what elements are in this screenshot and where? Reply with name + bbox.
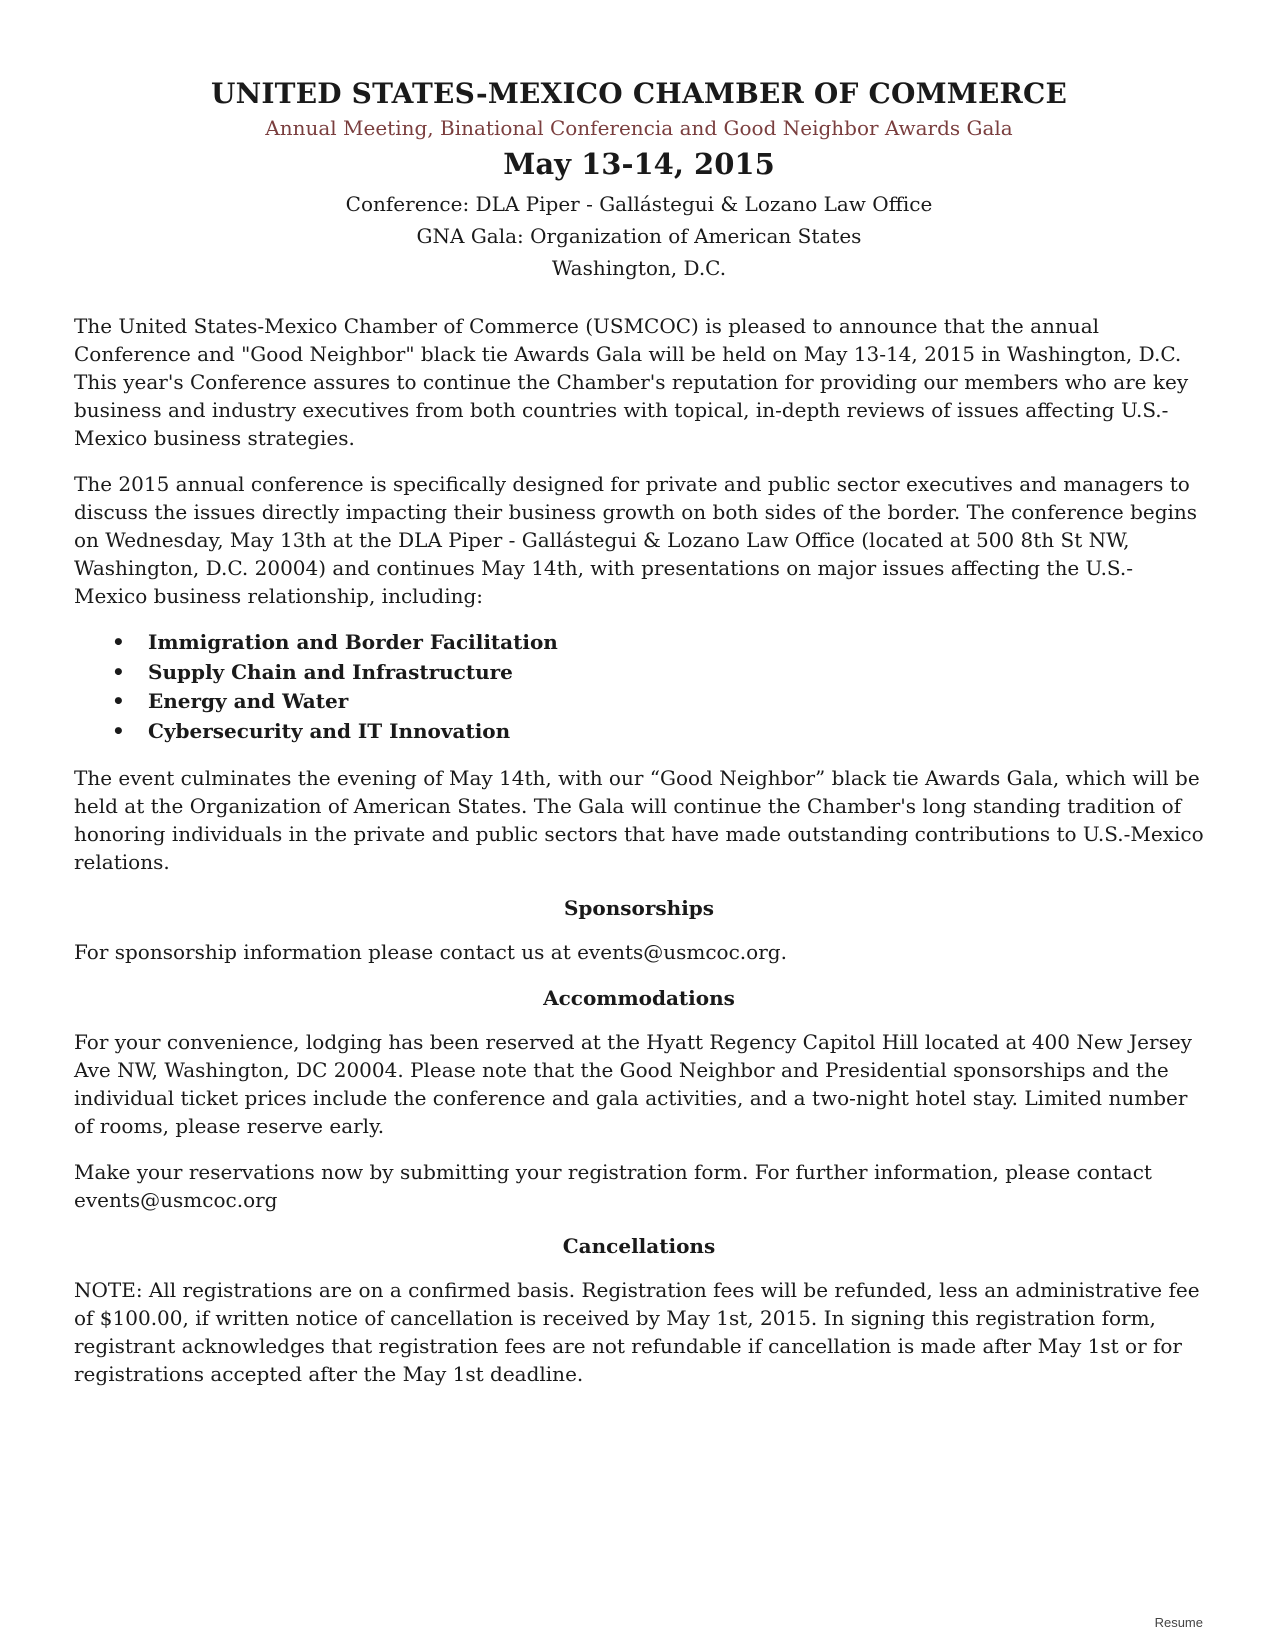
- event-subtitle: Annual Meeting, Binational Conferencia and Good Neighbor Awards Gala: [265, 116, 1013, 140]
- venue-conference: Conference: DLA Piper - Gallástegui & Lozano Law Office: [345, 192, 933, 216]
- cancellations-heading: Cancellations: [562, 1234, 716, 1258]
- list-item: [112, 658, 1204, 688]
- gala-paragraph: The event culminates the evening of May 14th, with our “Good Neighbor” black tie Awards Gala, which will be held at the Organization of American States. The Gala will continue the Chamber's long standing tradition of honoring individuals in the private and public sectors that have made outstanding contributions to U.S.-Mexico relations.: [74, 766, 1204, 874]
- venue-gala: GNA Gala: Organization of American States: [416, 224, 862, 248]
- resume-watermark: Resume: [1154, 1615, 1203, 1630]
- sponsorships-heading: Sponsorships: [563, 896, 715, 920]
- list-item: [112, 717, 1204, 747]
- bullet-icon: •: [112, 659, 125, 684]
- venue-city: Washington, D.C.: [551, 256, 727, 280]
- document-body: [74, 312, 1204, 1388]
- accommodations-heading: Accommodations: [543, 986, 735, 1010]
- reservations-text: Make your reservations now by submitting your registration form. For further information, please contact events@usmcoc.org: [74, 1160, 1152, 1212]
- accommodations-text: For your convenience, lodging has been reserved at the Hyatt Regency Capitol Hill located at 400 New Jersey Ave NW, Washington, DC 20004. Please note that the Good Neighbor and Presidential sponsorships and the individual ticket prices include the conference and gala activities, and a two-night hotel stay. Limited number of rooms, please reserve early.: [74, 1030, 1192, 1138]
- bullet-icon: •: [112, 630, 125, 654]
- topic-label: Cybersecurity and IT Innovation: [148, 718, 511, 743]
- topic-label: Energy and Water: [148, 689, 349, 713]
- conference-paragraph: The 2015 annual conference is specifically designed for private and public sector executives and managers to discuss the issues directly impacting their business growth on both sides of the border. The conference begins on Wednesday, May 13th at the DLA Piper - Gallástegui & Lozano Law Office (located at 500 8th St NW, Washington, D.C. 20004) and continues May 14th, with presentations on major issues affecting the U.S.-Mexico business relationship, including:: [74, 472, 1198, 608]
- cancellations-text: NOTE: All registrations are on a confirmed basis. Registration fees will be refunded, less an administrative fee of $100.00, if written notice of cancellation is received by May 1st, 2015. In signing this registration form, registrant acknowledges that registration fees are not refundable if cancellation is made after May 1st or for registrations accepted after the May 1st deadline.: [74, 1278, 1200, 1386]
- topics-list: [74, 628, 1204, 746]
- intro-paragraph: The United States-Mexico Chamber of Commerce (USMCOC) is pleased to announce that the annual Conference and "Good Neighbor" black tie Awards Gala will be held on May 13-14, 2015 in Washington, D.C. This year's Conference assures to continue the Chamber's reputation for providing our members who are key business and industry executives from both countries with topical, in-depth reviews of issues affecting U.S.-Mexico business strategies.: [74, 314, 1189, 450]
- list-item: [112, 628, 1204, 658]
- topic-label: Supply Chain and Infrastructure: [148, 659, 513, 684]
- bullet-icon: •: [112, 718, 125, 743]
- bullet-icon: •: [112, 689, 125, 713]
- topic-label: Immigration and Border Facilitation: [148, 630, 558, 654]
- event-date: May 13-14, 2015: [503, 147, 775, 181]
- list-item: [112, 687, 1204, 717]
- organization-title: UNITED STATES-MEXICO CHAMBER OF COMMERCE: [210, 77, 1068, 110]
- document-header: [74, 76, 1204, 284]
- sponsorships-text: For sponsorship information please contact us at events@usmcoc.org.: [74, 940, 787, 964]
